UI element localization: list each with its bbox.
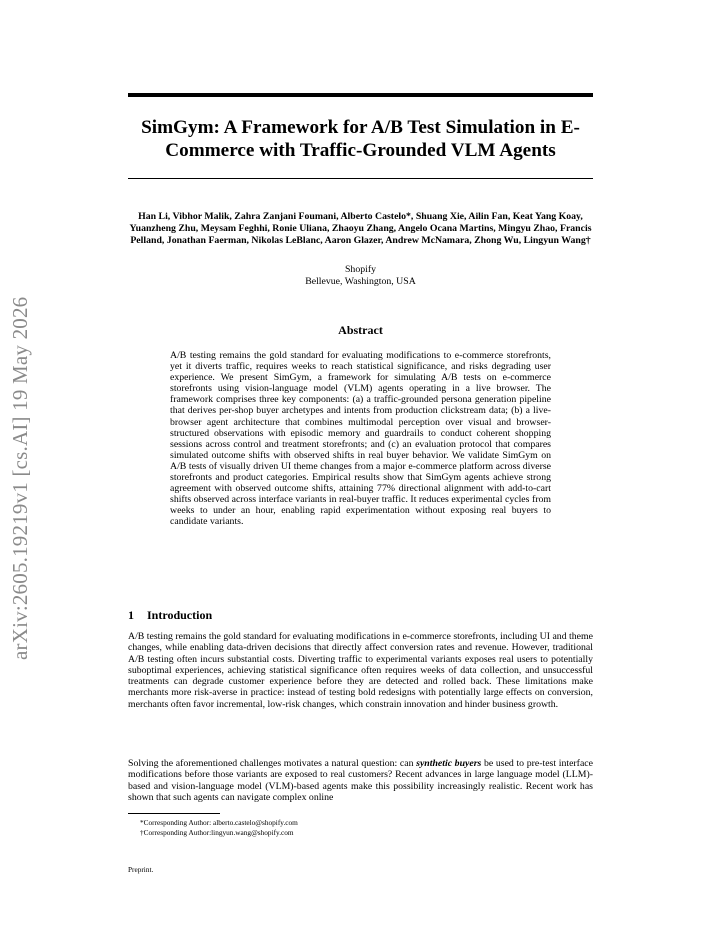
arxiv-stamp: arXiv:2605.19219v1 [cs.AI] 19 May 2026 bbox=[8, 296, 32, 660]
title-top-rule bbox=[128, 93, 593, 97]
footnote-2: †Corresponding Author:lingyun.wang@shopify.com bbox=[140, 828, 294, 837]
footnote-1: *Corresponding Author: alberto.castelo@shopify.com bbox=[140, 818, 298, 827]
affiliation bbox=[128, 264, 593, 288]
paper-title: SimGym: A Framework for A/B Test Simulation in E-Commerce with Traffic-Grounded VLM Agents bbox=[141, 117, 580, 161]
abstract-heading: Abstract bbox=[338, 323, 383, 337]
intro-p2-emphasis: synthetic buyers bbox=[416, 758, 482, 769]
title-bottom-rule bbox=[128, 178, 593, 179]
intro-p2-before: Solving the aforementioned challenges motivates a natural question: can bbox=[128, 758, 417, 769]
footnote-rule bbox=[128, 813, 220, 814]
abstract-text: A/B testing remains the gold standard for evaluating modifications to e-commerce storefronts, yet it diverts traffic, requires weeks to reach statistical significance, and risks degrading user experience. We present SimGym, a framework for simulating A/B tests on e-commerce storefronts using vision-language model (VLM) agents operating in a live browser. The framework comprises three key components: (a) a traffic-grounded persona generation pipeline that derives per-shop buyer archetypes and intents from production clickstream data; (b) a live-browser agent architecture that combines multimodal perception over visual and browser-structured observations with episodic memory and guardrails to conduct coherent shopping sessions across control and treatment storefronts; and (c) an evaluation protocol that compares simulated outcome shifts with observed shifts in real buyer behavior. We validate SimGym on A/B tests of visually driven UI theme changes from a major e-commerce platform across diverse storefronts and product categories. Empirical results show that SimGym agents achieve strong agreement with observed outcome shifts, attaining 77% directional alignment with add-to-cart shifts observed across interface variants in real-buyer traffic. It reduces experimental cycles from weeks to under an hour, enabling rapid experimentation without exposing real buyers to candidate variants. bbox=[170, 350, 551, 528]
preprint-label: Preprint. bbox=[128, 865, 154, 874]
section-title: Introduction bbox=[147, 608, 213, 622]
intro-paragraph-2 bbox=[128, 758, 593, 803]
intro-p2-after: be used to pre-test interface modifications before those variants are exposed to real customers? Recent advances in large language model (LLM)-based and vision-language model (VLM)-based agents make this possibility increasingly realistic. Recent work has shown that such agents can navigate complex online bbox=[128, 758, 593, 803]
section-heading bbox=[128, 608, 593, 623]
section-number: 1 bbox=[128, 608, 134, 622]
author-list: Han Li, Vibhor Malik, Zahra Zanjani Foumani, Alberto Castelo*, Shuang Xie, Ailin Fan, Keat Yang Koay, Yuanzheng Zhu, Meysam Feghhi, Ronie Uliana, Zhaoyu Zhang, Angelo Ocana Martins, Mingyu Zhao, Francis Pelland, Jonathan Faerman, Nikolas LeBlanc, Aaron Glazer, Andrew McNamara, Zhong Wu, Lingyun Wang† bbox=[129, 211, 592, 247]
affiliation-location: Bellevue, Washington, USA bbox=[305, 276, 416, 287]
intro-paragraph-1: A/B testing remains the gold standard for evaluating modifications in e-commerce storefronts, including UI and theme changes, while enabling data-driven decisions that directly affect conversion rates and revenue. However, traditional A/B testing often incurs substantial costs. Diverting traffic to experimental variants exposes real users to potentially suboptimal experiences, achieving statistical significance often requires weeks of data collection, and unsuccessful treatments can degrade customer experience before they are detected and rolled back. These limitations make merchants more risk-averse in practice: instead of testing bold redesigns with potentially large effects on conversion, merchants often favor incremental, low-risk changes, which constrain innovation and hinder business growth. bbox=[128, 631, 593, 710]
affiliation-org: Shopify bbox=[344, 264, 377, 275]
footnotes bbox=[140, 818, 590, 838]
